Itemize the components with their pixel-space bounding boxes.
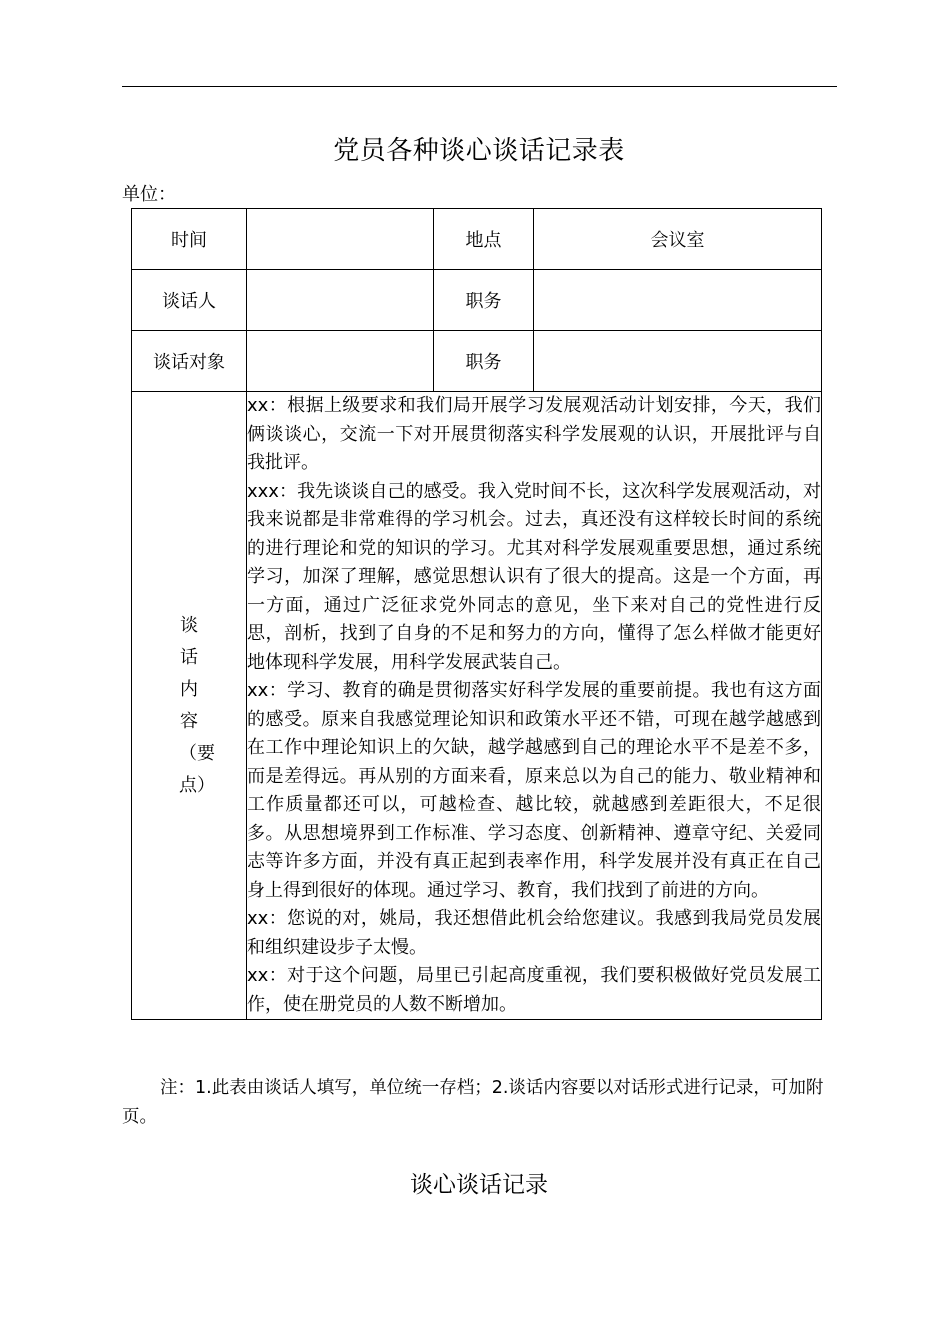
table-row-time — [132, 209, 822, 270]
content-paragraph: xx：根据上级要求和我们局开展学习发展观活动计划安排，今天，我们俩谈谈心，交流一下对开展贯彻落实科学发展观的认识，开展批评与自我批评。 — [247, 395, 821, 473]
talk-record-table — [131, 208, 822, 1020]
content-paragraph: xx：对于这个问题，局里已引起高度重视，我们要积极做好党员发展工作，使在册党员的人数不断增加。 — [247, 965, 821, 1015]
section-title: 谈心谈话记录 — [410, 1172, 548, 1198]
place-value: 会议室 — [534, 209, 822, 270]
time-label: 时间 — [132, 209, 247, 270]
target-label: 谈话对象 — [132, 331, 247, 392]
talker-value — [247, 270, 434, 331]
talker-position-value — [534, 270, 822, 331]
content-paragraph: xx：学习、教育的确是贯彻落实好科学发展的重要前提。我也有这方面的感受。原来自我感觉理论知识和政策水平还不错，可现在越学越感到在工作中理论知识上的欠缺，越学越感到自己的理论水平不是差不多，而是差得远。再从别的方面来看，原来总以为自己的能力、敬业精神和工作质量都还可以，可越检查、越比较，就越感到差距很大，不足很多。从思想境界到工作标准、学习态度、创新精神、遵章守纪、关爱同志等许多方面，并没有真正起到表率作用，科学发展并没有真正在自己身上得到很好的体现。通过学习、教育，我们找到了前进的方向。 — [247, 680, 821, 901]
target-value — [247, 331, 434, 392]
content-paragraph: xxx：我先谈谈自己的感受。我入党时间不长，这次科学发展观活动，对我来说都是非常难得的学习机会。过去，真还没有这样较长时间的系统的进行理论和党的知识的学习。尤其对科学发展观重要思想，通过系统学习，加深了理解，感觉思想认识有了很大的提高。这是一个方面，再一方面，通过广泛征求党外同志的意见，坐下来对自己的党性进行反思，剖析，找到了自身的不足和努力的方向，懂得了怎么样做才能更好地体现科学发展，用科学发展武装自己。 — [247, 480, 821, 673]
time-value — [247, 209, 434, 270]
content-label: 谈话内容（要点） — [179, 614, 215, 796]
place-label: 地点 — [434, 209, 534, 270]
talker-label: 谈话人 — [132, 270, 247, 331]
target-position-label: 职务 — [434, 331, 534, 392]
table-row-content — [132, 392, 822, 1020]
content-cell — [247, 392, 822, 1020]
header-rule — [122, 86, 837, 87]
table-row-target — [132, 331, 822, 392]
content-label-cell — [132, 392, 247, 1020]
content-paragraph: xx：您说的对，姚局，我还想借此机会给您建议。我感到我局党员发展和组织建设步子太慢。 — [247, 908, 821, 958]
talker-position-label: 职务 — [434, 270, 534, 331]
unit-label: 单位： — [122, 184, 176, 205]
page-title: 党员各种谈心谈话记录表 — [333, 136, 625, 166]
table-row-talker — [132, 270, 822, 331]
target-position-value — [534, 331, 822, 392]
footnote: 注：1.此表由谈话人填写，单位统一存档；2.谈话内容要以对话形式进行记录，可加附页。 — [122, 1078, 824, 1127]
